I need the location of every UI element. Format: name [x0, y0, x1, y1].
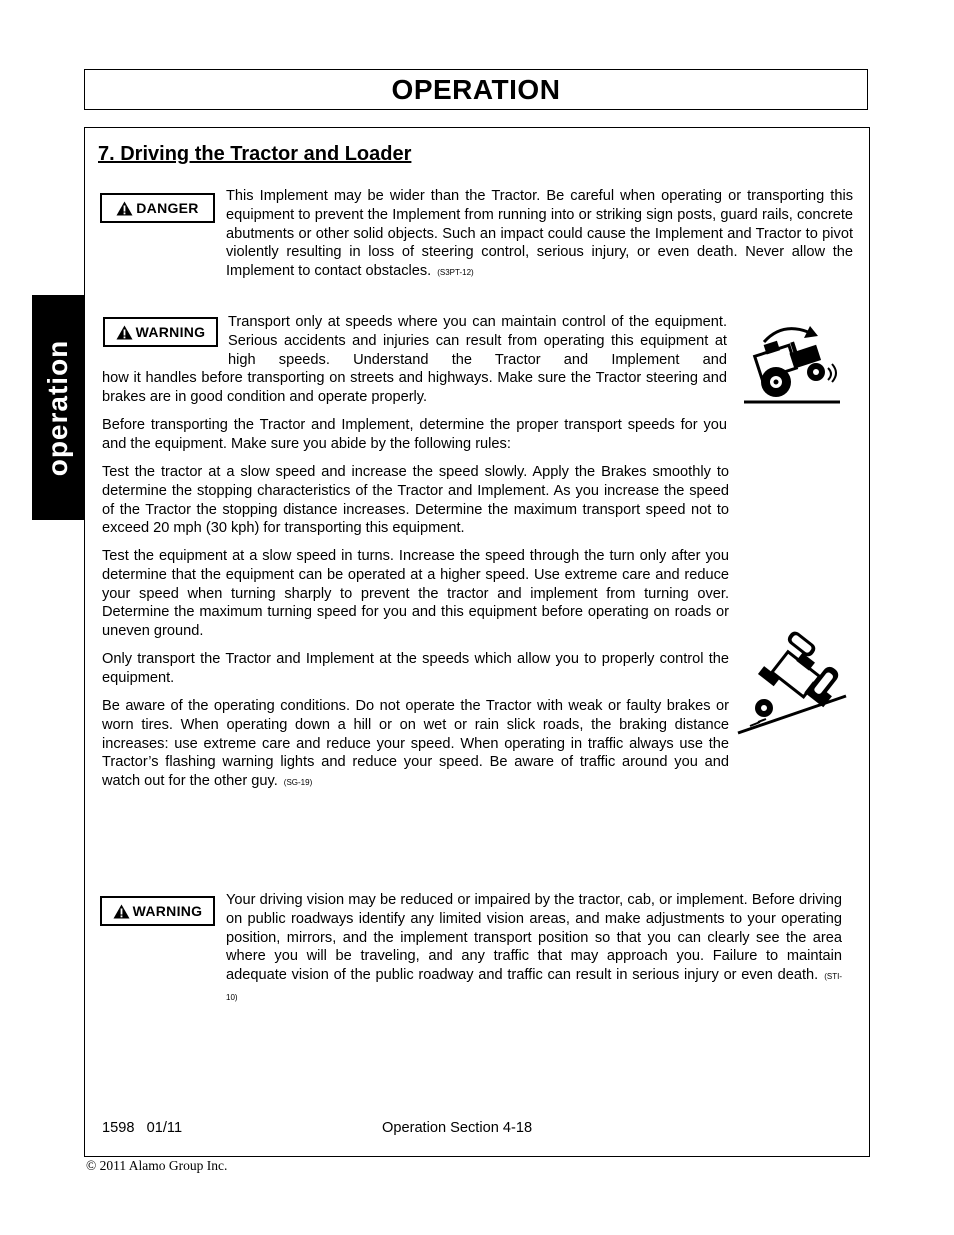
danger-text-body: This Implement may be wider than the Tractor. Be careful when operating or transporting this equipment to prevent the Implement from running into or striking sign posts, guard rails, concrete abutments or other solid objects. Such an impact could cause the Implement and Tractor to pivot violently resulting in loss of steering control, serious injury, or even death. Never allow the Implement to contact obstacles.	[226, 188, 853, 280]
warning-triangle-icon	[113, 904, 130, 919]
side-tab	[32, 295, 84, 520]
section-title: 7. Driving the Tractor and Loader	[98, 143, 412, 165]
warning-badge-1	[103, 317, 218, 347]
paragraph-1: Before transporting the Tractor and Implement, determine the proper transport speeds for you and the equipment. Make sure you abide by the following rules:	[102, 417, 727, 452]
warning-2-code: (STI-10)	[226, 972, 842, 1002]
side-tab-label: operation	[42, 339, 73, 476]
tractor-rollover-slope-icon	[736, 630, 848, 736]
paragraph-5-body: Be aware of the operating conditions. Do not operate the Tractor with weak or faulty brakes or worn tires. When operating down a hill or on wet or rain slick roads, the braking distance increases: use extreme care and reduce your speed. When operating in traffic always use the Tractor’s flashing warning lights and reduce your speed. Be aware of traffic around you and watch out for the other guy.	[102, 698, 729, 790]
page-header-title: OPERATION	[391, 73, 561, 105]
footer-section-page: Operation Section 4-18	[382, 1120, 533, 1136]
warning-1-rest-text: how it handles before transporting on streets and highways. Make sure the Tractor steering and brakes are in good condition and operate properly.	[102, 370, 727, 405]
paragraph-5	[102, 697, 729, 793]
warning-badge-1-label: WARNING	[135, 324, 206, 340]
header-box	[84, 69, 868, 110]
warning-badge-2	[100, 896, 215, 926]
warning-2-text	[226, 891, 842, 1008]
danger-code: (S3PT-12)	[437, 268, 474, 278]
warning-badge-2-label: WARNING	[132, 903, 203, 919]
paragraph-code: (SG-19)	[283, 778, 313, 788]
danger-badge	[100, 193, 215, 223]
danger-text	[226, 187, 853, 283]
tractor-tipping-icon	[742, 320, 842, 406]
warning-1-lead-text: Transport only at speeds where you can maintain control of the equipment. Serious accidents and injuries can result from operating this equipment at high speeds. Understand the Tractor and Implement and	[228, 314, 727, 368]
paragraph-4: Only transport the Tractor and Implement at the speeds which allow you to properly control the equipment.	[102, 651, 729, 686]
copyright: © 2011 Alamo Group Inc.	[86, 1158, 228, 1173]
warning-2-text-body: Your driving vision may be reduced or impaired by the tractor, cab, or implement. Before driving on public roadways identify any limited vision areas, and make adjustments to your operating position, mirrors, and the implement transport position so that you can clearly see the area where you will be traveling, and any traffic that may approach you. Failure to maintain adequate vision of the public roadway and traffic can result in serious injury or even death.	[226, 892, 842, 984]
warning-triangle-icon	[116, 201, 133, 216]
paragraph-3: Test the equipment at a slow speed in turns. Increase the speed through the turn only after you determine that the equipment can be operated at a higher speed. Use extreme care and reduce your speed when turning sharply to prevent the tractor and implement from turning over. Determine the maximum turning speed for you and this equipment before operating on roads or uneven ground.	[102, 548, 729, 640]
footer-doc-number: 1598 01/11	[102, 1120, 183, 1136]
danger-badge-label: DANGER	[136, 200, 199, 216]
paragraph-2: Test the tractor at a slow speed and increase the speed slowly. Apply the Brakes smoothly to determine the stopping characteristics of the Tractor and Implement. As you increase the speed of the Tractor the stopping distance increases. Determine the maximum transport speed not to exceed 20 mph (30 kph) for transporting this equipment.	[102, 464, 729, 537]
warning-triangle-icon	[116, 325, 133, 340]
